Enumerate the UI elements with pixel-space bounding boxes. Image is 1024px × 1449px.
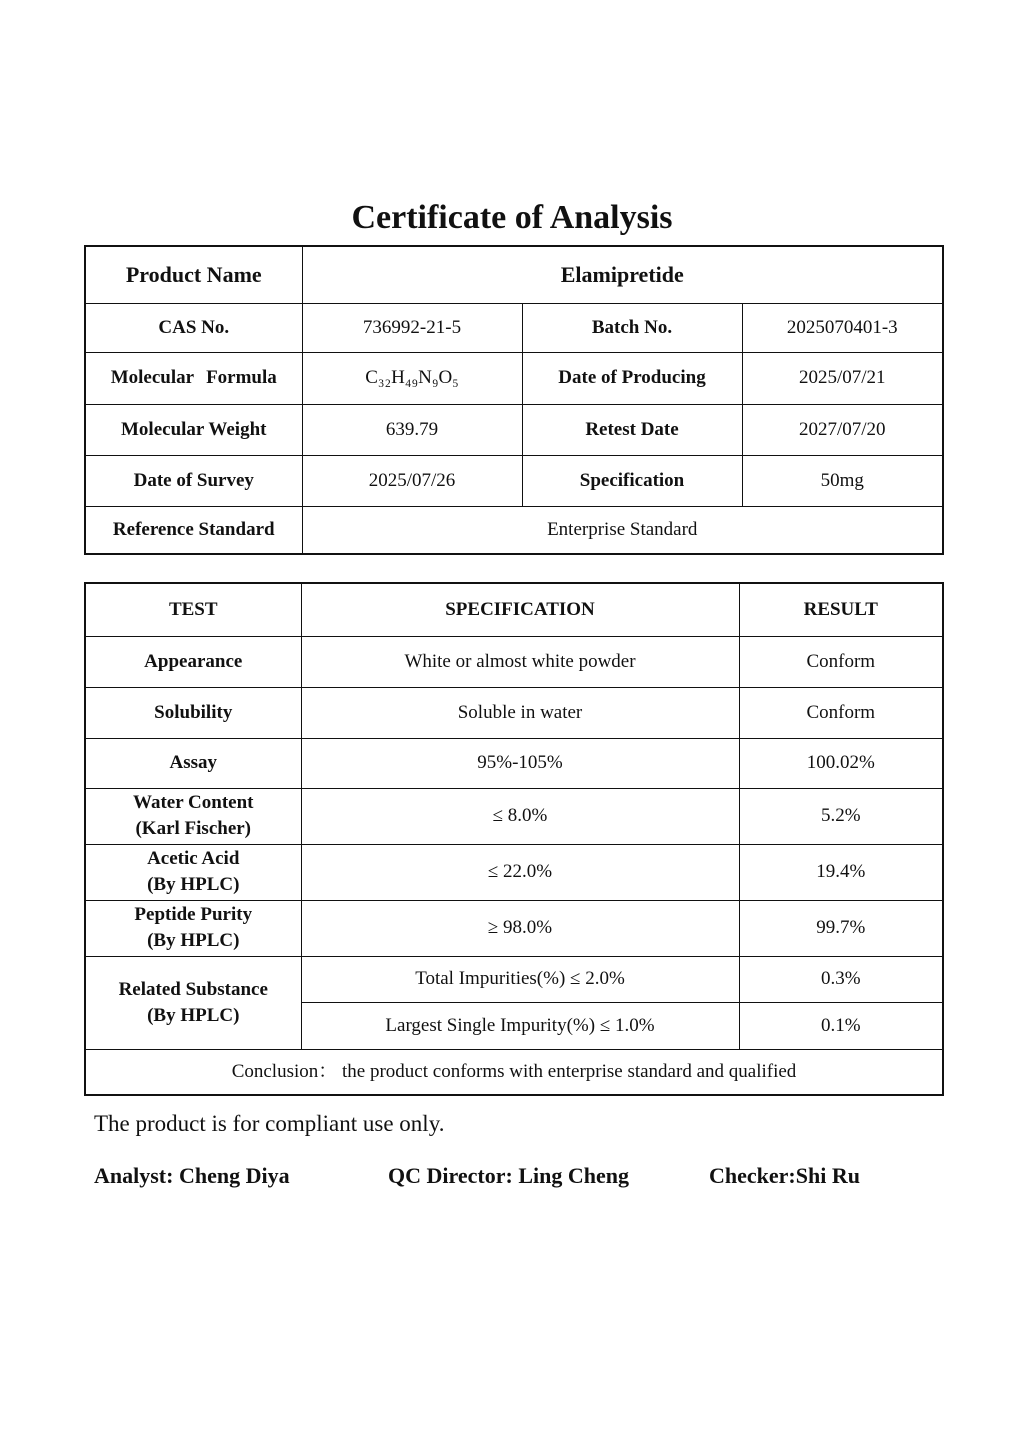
test-name-line1: Water Content — [133, 792, 254, 813]
product-name-row — [85, 246, 943, 303]
header-test: TEST — [85, 583, 301, 636]
test-spec: White or almost white powder — [301, 636, 739, 687]
related-substance-line2: (By HPLC) — [147, 1004, 240, 1026]
test-name-line2: (By HPLC) — [147, 874, 240, 895]
analyst-signature: Analyst: Cheng Diya — [94, 1163, 290, 1188]
test-spec: ≤ 8.0% — [301, 788, 739, 844]
compliance-note: The product is for compliant use only. — [94, 1111, 445, 1136]
survey-row — [85, 455, 943, 506]
cas-row — [85, 303, 943, 352]
test-name-line1: Acetic Acid — [147, 848, 240, 869]
product-info-table — [84, 245, 944, 555]
document-title: Certificate of Analysis — [351, 199, 673, 236]
test-spec: ≥ 98.0% — [301, 900, 739, 956]
mw-value: 639.79 — [302, 404, 522, 455]
cas-label: CAS No. — [85, 303, 302, 352]
largest-impurity-spec: Largest Single Impurity(%) ≤ 1.0% — [301, 1002, 739, 1049]
produce-label: Date of Producing — [522, 352, 742, 404]
reference-row — [85, 506, 943, 554]
test-spec: 95%-105% — [301, 738, 739, 788]
test-name-line1: Peptide Purity — [134, 904, 253, 925]
header-specification: SPECIFICATION — [301, 583, 739, 636]
related-substance-row-1 — [85, 956, 943, 1002]
header-result: RESULT — [739, 583, 943, 636]
test-row — [85, 788, 943, 844]
product-name-value: Elamipretide — [302, 246, 943, 303]
test-row — [85, 636, 943, 687]
qc-director-signature: QC Director: Ling Cheng — [388, 1163, 629, 1188]
formula-value: C₃₂H₄₉N₉O₅ — [302, 352, 522, 404]
test-result: 19.4% — [739, 844, 943, 900]
related-substance-line1: Related Substance — [118, 978, 268, 1000]
mw-label: Molecular Weight — [85, 404, 302, 455]
largest-impurity-result: 0.1% — [739, 1002, 943, 1049]
formula-label-part1: Molecular — [110, 367, 195, 388]
batch-label: Batch No. — [522, 303, 742, 352]
test-result: 99.7% — [739, 900, 943, 956]
test-name: Appearance — [85, 636, 301, 687]
test-row — [85, 900, 943, 956]
test-name: Assay — [85, 738, 301, 788]
cas-value: 736992-21-5 — [302, 303, 522, 352]
formula-label-part2: Formula — [206, 367, 277, 388]
test-name-line2: (By HPLC) — [147, 930, 240, 951]
test-spec: ≤ 22.0% — [301, 844, 739, 900]
retest-label: Retest Date — [522, 404, 742, 455]
test-result: Conform — [739, 636, 943, 687]
test-results-table — [84, 582, 944, 1096]
formula-label — [85, 352, 302, 404]
spec-label: Specification — [522, 455, 742, 506]
spec-value: 50mg — [742, 455, 943, 506]
survey-value: 2025/07/26 — [302, 455, 522, 506]
test-name — [85, 844, 301, 900]
retest-value: 2027/07/20 — [742, 404, 943, 455]
product-name-label: Product Name — [85, 246, 302, 303]
test-result: 100.02% — [739, 738, 943, 788]
test-name — [85, 900, 301, 956]
conclusion-row — [85, 1049, 943, 1095]
mw-row — [85, 404, 943, 455]
test-result: Conform — [739, 687, 943, 738]
batch-value: 2025070401-3 — [742, 303, 943, 352]
test-header-row — [85, 583, 943, 636]
test-spec: Soluble in water — [301, 687, 739, 738]
test-name: Solubility — [85, 687, 301, 738]
reference-label: Reference Standard — [85, 506, 302, 554]
test-name — [85, 788, 301, 844]
total-impurities-result: 0.3% — [739, 956, 943, 1002]
test-row — [85, 738, 943, 788]
checker-signature: Checker:Shi Ru — [709, 1163, 860, 1188]
test-row — [85, 687, 943, 738]
produce-value: 2025/07/21 — [742, 352, 943, 404]
reference-value: Enterprise Standard — [302, 506, 943, 554]
test-row — [85, 844, 943, 900]
conclusion-text: Conclusion： the product conforms with enterprise standard and qualified — [85, 1049, 943, 1095]
total-impurities-spec: Total Impurities(%) ≤ 2.0% — [301, 956, 739, 1002]
related-substance-name — [85, 956, 301, 1049]
formula-row — [85, 352, 943, 404]
test-result: 5.2% — [739, 788, 943, 844]
test-name-line2: (Karl Fischer) — [135, 818, 252, 839]
survey-label: Date of Survey — [85, 455, 302, 506]
